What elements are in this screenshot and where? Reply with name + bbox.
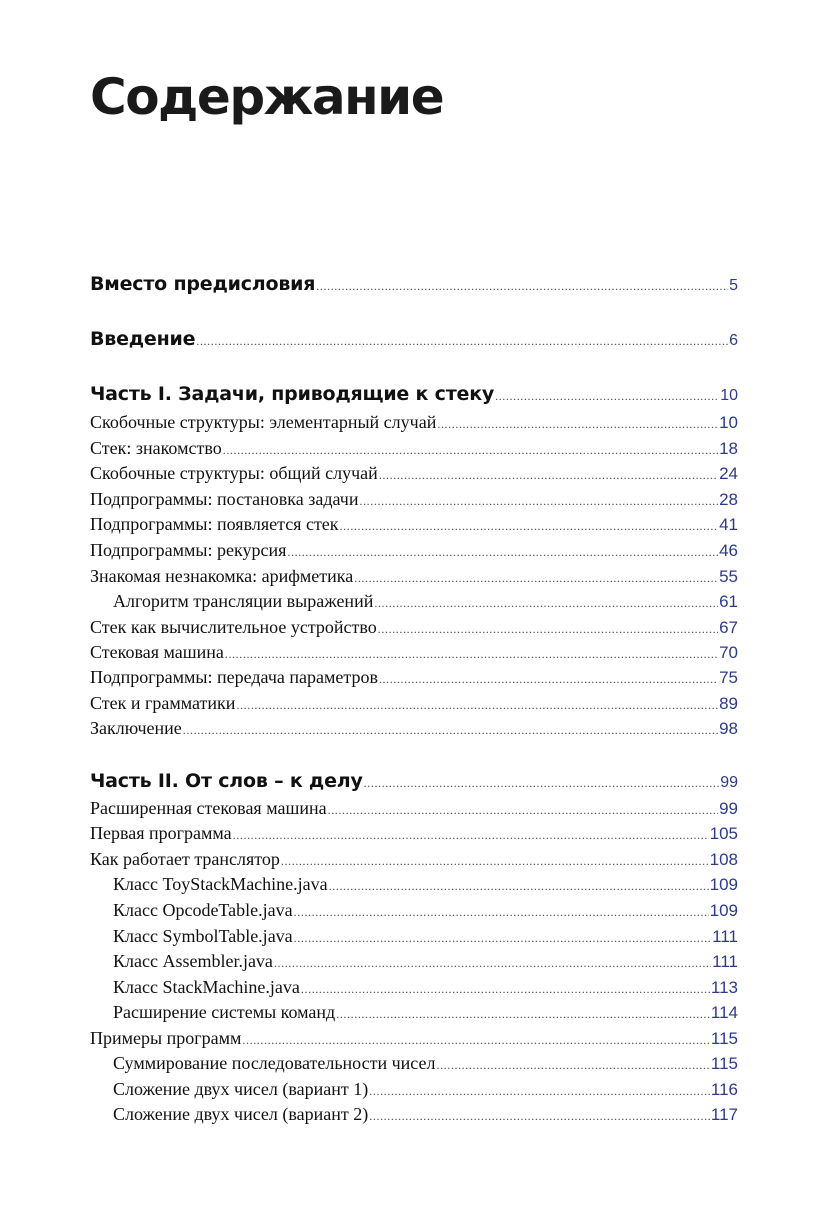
dot-leader	[495, 390, 719, 402]
toc-entry-page: 70	[719, 643, 738, 662]
toc-entry-page: 99	[720, 774, 738, 791]
toc-entry-page: 117	[710, 1105, 738, 1124]
toc-entry-page: 115	[710, 1054, 738, 1073]
dot-leader	[437, 418, 718, 430]
toc-entry-title: Подпрограммы: рекурсия	[90, 540, 287, 560]
toc-subentry[interactable]	[0, 951, 827, 972]
toc-entry[interactable]	[0, 718, 827, 739]
toc-entry-title: Подпрограммы: появляется стек	[90, 514, 339, 534]
toc-entry[interactable]	[0, 693, 827, 714]
toc-entry[interactable]	[0, 566, 827, 587]
dot-leader	[329, 880, 709, 892]
toc-entry-page: 75	[719, 668, 738, 687]
toc-entry-page: 113	[710, 978, 738, 997]
toc-entry-title: Скобочные структуры: элементарный случай	[90, 412, 437, 432]
toc-entry[interactable]	[0, 823, 827, 844]
toc-entry-title: Класс StackMachine.java	[113, 977, 300, 997]
toc-entry[interactable]	[0, 489, 827, 510]
dot-leader	[359, 495, 718, 507]
toc-entry-title: Расширенная стековая машина	[90, 798, 327, 818]
toc-entry-title: Класс SymbolTable.java	[113, 926, 293, 946]
dot-leader	[436, 1059, 709, 1071]
toc-entry-page: 105	[709, 824, 738, 843]
toc-entry-foreword[interactable]	[0, 273, 827, 295]
toc-entry-title: Первая программа	[90, 823, 232, 843]
toc-entry-title: Суммирование последовательности чисел	[113, 1053, 436, 1073]
toc-subentry[interactable]	[0, 591, 827, 612]
dot-leader	[294, 932, 711, 944]
toc-entry-title: Класс OpcodeTable.java	[113, 900, 293, 920]
dot-leader	[336, 1008, 710, 1020]
toc-entry[interactable]	[0, 463, 827, 484]
toc-entry-page: 6	[729, 332, 738, 349]
toc-entry-page: 10	[720, 387, 738, 404]
toc-entry-title: Алгоритм трансляции выражений	[113, 591, 374, 611]
toc-entry-title: Заключение	[90, 718, 182, 738]
dot-leader	[364, 777, 720, 789]
toc-subentry[interactable]	[0, 1079, 827, 1100]
dot-leader	[369, 1085, 710, 1097]
toc-entry-title: Примеры программ	[90, 1028, 242, 1048]
dot-leader	[281, 855, 709, 867]
dot-leader	[183, 724, 718, 736]
toc-entry-page: 89	[719, 694, 738, 713]
dot-leader	[236, 699, 718, 711]
toc-entry[interactable]	[0, 798, 827, 819]
toc-entry-title: Класс ToyStackMachine.java	[113, 874, 328, 894]
toc-subentry[interactable]	[0, 977, 827, 998]
toc-entry-introduction[interactable]	[0, 328, 827, 350]
toc-entry-page: 108	[709, 850, 738, 869]
dot-leader	[294, 906, 709, 918]
toc-entry[interactable]	[0, 642, 827, 663]
toc-entry[interactable]	[0, 540, 827, 561]
toc-entry[interactable]	[0, 1028, 827, 1049]
toc-entry-title: Стековая машина	[90, 642, 224, 662]
dot-leader	[378, 623, 718, 635]
toc-subentry[interactable]	[0, 1053, 827, 1074]
toc-entry[interactable]	[0, 617, 827, 638]
toc-entry-title: Введение	[90, 328, 196, 350]
toc-entry-page: 41	[719, 515, 738, 534]
toc-subentry[interactable]	[0, 926, 827, 947]
toc-entry-page: 55	[719, 567, 738, 586]
toc-entry-page: 109	[709, 901, 738, 920]
dot-leader	[225, 648, 718, 660]
toc-entry-title: Часть I. Задачи, приводящие к стеку	[90, 383, 495, 405]
toc-entry-page: 99	[719, 799, 738, 818]
toc-entry-page: 24	[719, 464, 738, 483]
toc-entry-title: Подпрограммы: передача параметров	[90, 667, 378, 687]
toc-entry-title: Как работает транслятор	[90, 849, 280, 869]
toc-entry[interactable]	[0, 438, 827, 459]
toc-entry-page: 111	[712, 952, 738, 971]
dot-leader	[287, 546, 718, 558]
dot-leader	[354, 572, 718, 584]
toc-entry-title: Сложение двух чисел (вариант 1)	[113, 1079, 369, 1099]
toc-entry-part-1[interactable]	[0, 383, 827, 405]
toc-subentry[interactable]	[0, 900, 827, 921]
toc-entry[interactable]	[0, 849, 827, 870]
toc-entry-title: Часть II. От слов – к делу	[90, 770, 363, 792]
toc-entry-page: 61	[719, 592, 738, 611]
toc-entry-title: Расширение системы команд	[113, 1002, 336, 1022]
dot-leader	[374, 597, 718, 609]
dot-leader	[328, 804, 718, 816]
dot-leader	[379, 673, 718, 685]
toc-entry-title: Знакомая незнакомка: арифметика	[90, 566, 354, 586]
toc-entry-part-2[interactable]	[0, 770, 827, 792]
dot-leader	[379, 469, 718, 481]
toc-entry-title: Скобочные структуры: общий случай	[90, 463, 378, 483]
dot-leader	[369, 1110, 710, 1122]
dot-leader	[316, 280, 728, 292]
toc-entry-title: Класс Assembler.java	[113, 951, 273, 971]
toc-entry-title: Вместо предисловия	[90, 273, 316, 295]
toc-entry-page: 28	[719, 490, 738, 509]
dot-leader	[242, 1034, 709, 1046]
toc-subentry[interactable]	[0, 874, 827, 895]
toc-entry-title: Стек: знакомство	[90, 438, 222, 458]
toc-entry-title: Сложение двух чисел (вариант 2)	[113, 1104, 369, 1124]
toc-entry-page: 98	[719, 719, 738, 738]
toc-entry[interactable]	[0, 667, 827, 688]
toc-entry-page: 5	[729, 277, 738, 294]
toc-entry[interactable]	[0, 514, 827, 535]
dot-leader	[196, 335, 728, 347]
toc-entry[interactable]	[0, 412, 827, 433]
toc-entry-page: 111	[712, 927, 738, 946]
dot-leader	[233, 829, 709, 841]
toc-entry-page: 10	[719, 413, 738, 432]
dot-leader	[223, 444, 718, 456]
dot-leader	[274, 957, 711, 969]
dot-leader	[301, 983, 710, 995]
toc-entry-page: 109	[709, 875, 738, 894]
dot-leader	[340, 520, 719, 532]
toc-entry-page: 18	[719, 439, 738, 458]
toc-subentry[interactable]	[0, 1104, 827, 1125]
toc-entry-title: Стек как вычислительное устройство	[90, 617, 377, 637]
toc-entry-page: 46	[719, 541, 738, 560]
page-title: Содержание	[90, 68, 444, 126]
toc-entry-page: 115	[710, 1029, 738, 1048]
toc-entry-page: 116	[710, 1080, 738, 1099]
toc-entry-page: 67	[719, 618, 738, 637]
toc-entry-page: 114	[710, 1003, 738, 1022]
toc-entry-title: Стек и грамматики	[90, 693, 236, 713]
toc-entry-title: Подпрограммы: постановка задачи	[90, 489, 359, 509]
toc-subentry[interactable]	[0, 1002, 827, 1023]
